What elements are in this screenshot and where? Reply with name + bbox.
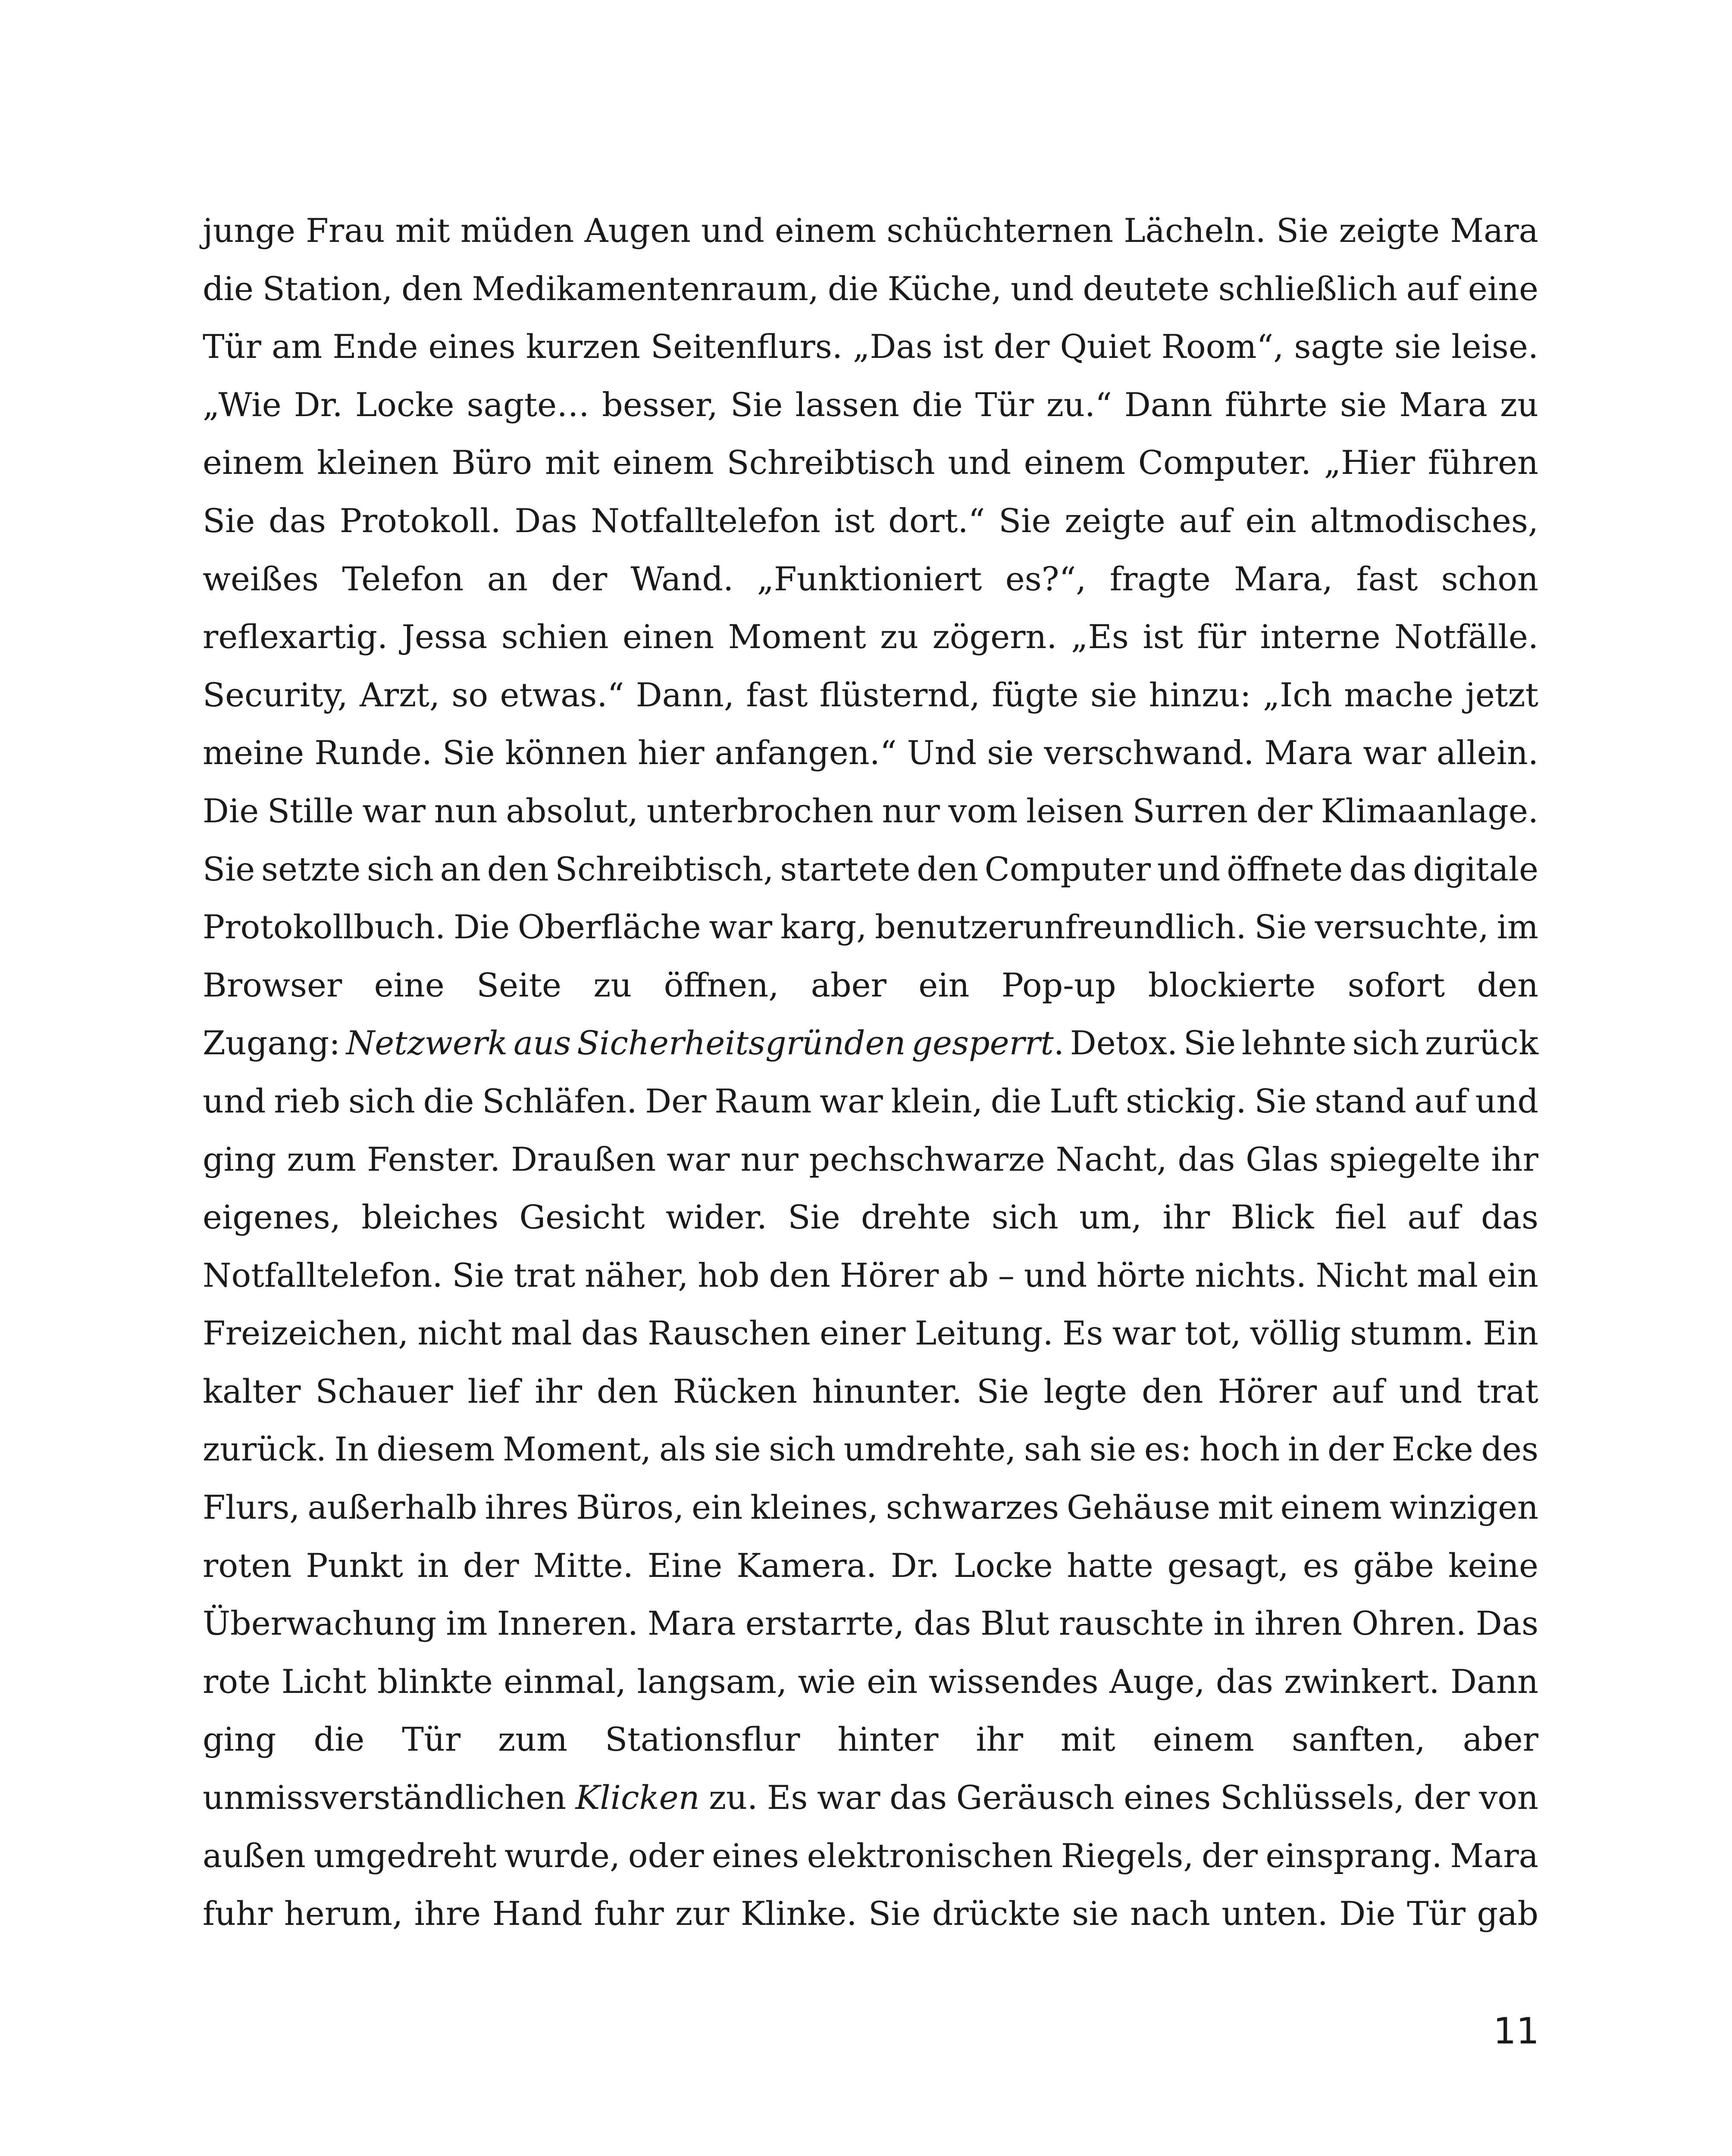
text-line: Notfalltelefon. Sie trat näher, hob den Hörer ab – und hörte nichts. Nicht mal ein [203,1256,1538,1294]
text-line: und rieb sich die Schläfen. Der Raum war klein, die Luft stickig. Sie stand auf und [203,1081,1538,1120]
text-line: Die Stille war nun absolut, unterbrochen nur vom leisen Surren der Klimaanlage. [203,791,1538,830]
text-line: zurück. In diesem Moment, als sie sich umdrehte, sah sie es: hoch in der Ecke des [203,1430,1538,1469]
body-text [203,202,1538,1943]
italic-word: Klicken [575,1778,700,1817]
text-line: Überwachung im Inneren. Mara erstarrte, das Blut rauschte in ihren Ohren. Das [203,1604,1538,1643]
text-line: meine Runde. Sie können hier anfangen.“ Und sie verschwand. Mara war allein. [203,733,1538,772]
text-line: rote Licht blinkte einmal, langsam, wie ein wissendes Auge, das zwinkert. Dann [203,1662,1538,1701]
text-line: fuhr herum, ihre Hand fuhr zur Klinke. Sie drückte sie nach unten. Die Tür gab [203,1894,1538,1933]
text-line: „Wie Dr. Locke sagte… besser, Sie lassen die Tür zu.“ Dann führte sie Mara zu [203,385,1538,424]
text-line: außen umgedreht wurde, oder eines elektronischen Riegels, der einsprang. Mara [203,1836,1538,1875]
text-line: roten Punkt in der Mitte. Eine Kamera. Dr. Locke hatte gesagt, es gäbe keine [203,1546,1538,1585]
text-line: weißes Telefon an der Wand. „Funktioniert es?“, fragte Mara, fast schon [203,559,1538,598]
page-number: 11 [1493,2010,1539,2052]
italic-phrase: Netzwerk aus Sicherheitsgründen gesperrt [346,1024,1054,1062]
text-line: junge Frau mit müden Augen und einem schüchternen Lächeln. Sie zeigte Mara [203,211,1538,250]
text-line: ging die Tür zum Stationsflur hinter ihr mit einem sanften, aber [203,1720,1538,1759]
text-line: eigenes, bleiches Gesicht wider. Sie drehte sich um, ihr Blick fiel auf das [203,1198,1538,1237]
text-line: einem kleinen Büro mit einem Schreibtisch und einem Computer. „Hier führen [203,443,1538,482]
text-line: Zugang: Netzwerk aus Sicherheitsgründen gesperrt. Detox. Sie lehnte sich zurück [203,1024,1539,1062]
text-line: ging zum Fenster. Draußen war nur pechschwarze Nacht, das Glas spiegelte ihr [203,1140,1538,1178]
text-line: Tür am Ende eines kurzen Seitenflurs. „Das ist der Quiet Room“, sagte sie leise. [203,327,1538,366]
text-line: Flurs, außerhalb ihres Büros, ein kleines, schwarzes Gehäuse mit einem winzigen [203,1488,1538,1527]
text-line: kalter Schauer lief ihr den Rücken hinunter. Sie legte den Hörer auf und trat [203,1372,1538,1410]
text-line: unmissverständlichen Klicken zu. Es war das Geräusch eines Schlüssels, der von [203,1778,1539,1817]
text-line: Protokollbuch. Die Oberfläche war karg, benutzerunfreundlich. Sie versuchte, im [203,908,1538,946]
text-line: Freizeichen, nicht mal das Rauschen einer Leitung. Es war tot, völlig stumm. Ein [203,1314,1538,1353]
text-line: die Station, den Medikamentenraum, die Küche, und deutete schließlich auf eine [203,269,1538,308]
text-line: Sie das Protokoll. Das Notfalltelefon ist dort.“ Sie zeigte auf ein altmodisches, [203,501,1538,540]
text-line: reflexartig. Jessa schien einen Moment zu zögern. „Es ist für interne Notfälle. [203,617,1538,656]
text-line: Security, Arzt, so etwas.“ Dann, fast flüsternd, fügte sie hinzu: „Ich mache jetzt [203,675,1538,714]
text-line: Browser eine Seite zu öffnen, aber ein Pop-up blockierte sofort den [203,965,1538,1004]
text-line: Sie setzte sich an den Schreibtisch, startete den Computer und öffnete das digitale [203,849,1538,888]
